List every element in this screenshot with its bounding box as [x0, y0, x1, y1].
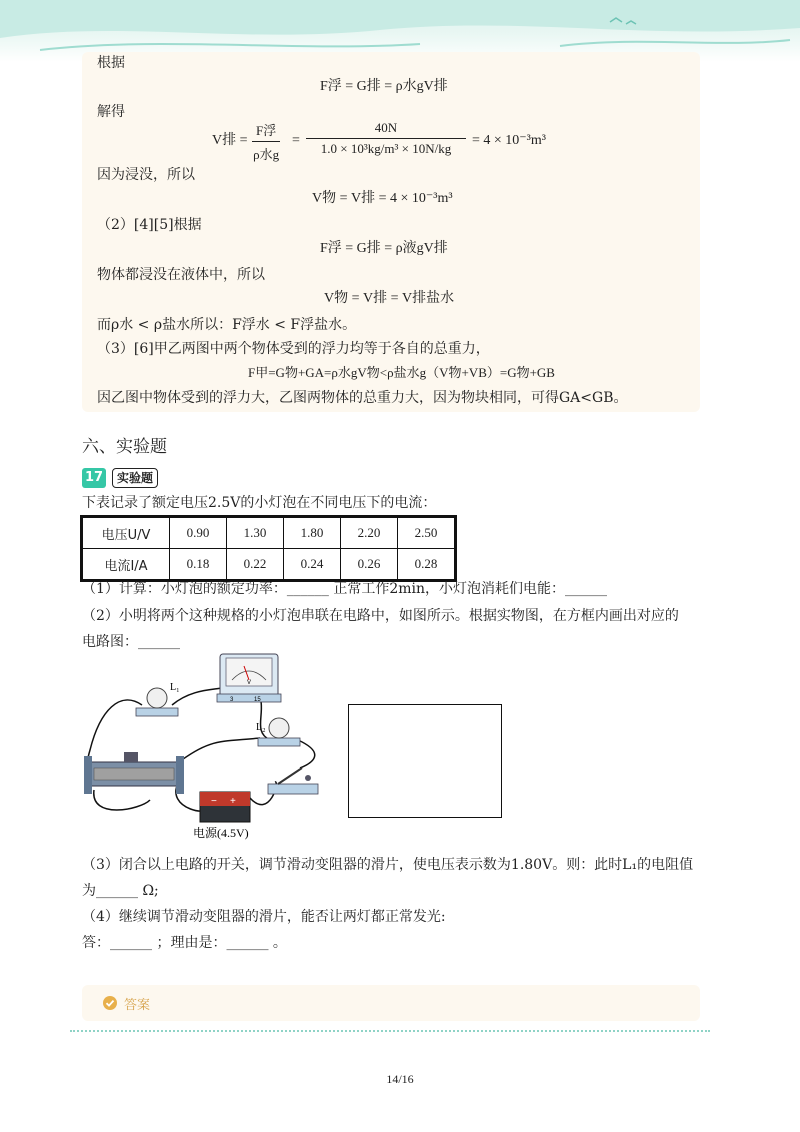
- fraction: [306, 120, 466, 157]
- table-cell: 1.30: [227, 517, 284, 549]
- answer-toggle[interactable]: [82, 985, 700, 1021]
- fraction: [252, 120, 280, 163]
- answer-text: （3）[6]甲乙两图中两个物体受到的浮力均等于各自的总重力，: [97, 341, 490, 357]
- table-cell: 1.80: [284, 517, 341, 549]
- battery-label: 电源(4.5V): [193, 826, 249, 840]
- table-row: [82, 549, 456, 581]
- denominator: 1.0 × 10³kg/m³ × 10N/kg: [320, 141, 452, 156]
- section-title: 六、实验题: [82, 437, 167, 457]
- answer-text: 物体都浸没在液体中，所以: [97, 267, 265, 283]
- formula: F浮 = G排 = ρ液gV排: [320, 241, 448, 256]
- table-cell: 0.24: [284, 549, 341, 581]
- question-part-2: （2）小明将两个这种规格的小灯泡串联在电路中，如图所示。根据实物图，在方框内画出对应的: [82, 608, 679, 624]
- table-row: [82, 517, 456, 549]
- denominator: ρ水g: [253, 147, 280, 162]
- formula: V物 = V排 = V排盐水: [324, 291, 455, 306]
- question-part-3: （3）闭合以上电路的开关，调节滑动变阻器的滑片，使电压表示数为1.80V。则：此时L₁的电阻值: [82, 857, 694, 873]
- table-cell: 0.28: [398, 549, 456, 581]
- circuit-drawing-box[interactable]: [348, 704, 502, 818]
- table-cell: 0.90: [170, 517, 227, 549]
- formula: F甲=G物+GA=ρ水gV物<ρ盐水g（V物+VB）=G物+GB: [248, 365, 555, 380]
- voltmeter-label: V: [246, 680, 252, 686]
- answer-text: （2）[4][5]根据: [97, 217, 202, 233]
- numerator: 40N: [306, 120, 466, 139]
- answer-label: 答案: [124, 998, 151, 1013]
- question-type-tag: 实验题: [112, 468, 158, 488]
- question-number-badge: 17: [82, 468, 106, 488]
- question-intro: 下表记录了额定电压2.5V的小灯泡在不同电压下的电流：: [82, 495, 437, 511]
- lamp-l2-base: [258, 738, 300, 746]
- question-part-2-cont: 电路图：______: [82, 634, 180, 650]
- question-part-4: （4）继续调节滑动变阻器的滑片，能否让两灯都正常发光:: [82, 909, 446, 925]
- table-cell: 0.26: [341, 549, 398, 581]
- battery-minus: −: [211, 796, 217, 807]
- answer-text: 根据: [97, 55, 125, 71]
- lamp-l1-label: L₁: [170, 682, 180, 693]
- check-badge-icon: [102, 995, 118, 1011]
- table-cell: 0.18: [170, 549, 227, 581]
- meter-terminal: 3: [230, 697, 234, 703]
- table-header-cell: 电压U/V: [82, 517, 170, 549]
- formula: V物 = V排 = 4 × 10⁻³m³: [312, 191, 453, 206]
- answer-text: 而ρ水 < ρ盐水所以：F浮水 < F浮盐水。: [97, 317, 357, 333]
- answer-text: 因乙图中物体受到的浮力大，乙图两物体的总重力大，因为物块相同，可得GA<GB。: [97, 390, 628, 406]
- table-cell: 0.22: [227, 549, 284, 581]
- circuit-photo-figure: [80, 650, 330, 846]
- page-number: 14/16: [386, 1072, 414, 1086]
- lamp-l1-base: [136, 708, 178, 716]
- table-cell: 2.50: [398, 517, 456, 549]
- formula: F浮 = G排 = ρ水gV排: [320, 79, 448, 94]
- table-cell: 2.20: [341, 517, 398, 549]
- data-table: [80, 515, 457, 582]
- question-part-3-cont: 为______ Ω;: [82, 883, 159, 899]
- table-header-cell: 电流I/A: [82, 549, 170, 581]
- question-part-4-answer: 答：______ ；理由是：______ 。: [82, 935, 287, 951]
- formula: =: [292, 133, 300, 148]
- lamp-l2-label: L₂: [256, 722, 266, 733]
- battery-plus: +: [230, 796, 236, 807]
- question-part-1: （1）计算：小灯泡的额定功率：______ 正常工作2min，小灯泡消耗们电能：______: [82, 581, 608, 597]
- lamp-l1-bulb: [147, 688, 167, 708]
- divider: [70, 1030, 710, 1032]
- meter-terminal: 15: [254, 697, 261, 703]
- formula: V排 =: [212, 133, 248, 148]
- formula: = 4 × 10⁻³m³: [472, 133, 546, 148]
- answer-text: 因为浸没，所以: [97, 167, 195, 183]
- lamp-l2-bulb: [269, 718, 289, 738]
- numerator: F浮: [252, 120, 280, 142]
- answer-text: 解得: [97, 104, 125, 120]
- switch-base: [268, 784, 318, 794]
